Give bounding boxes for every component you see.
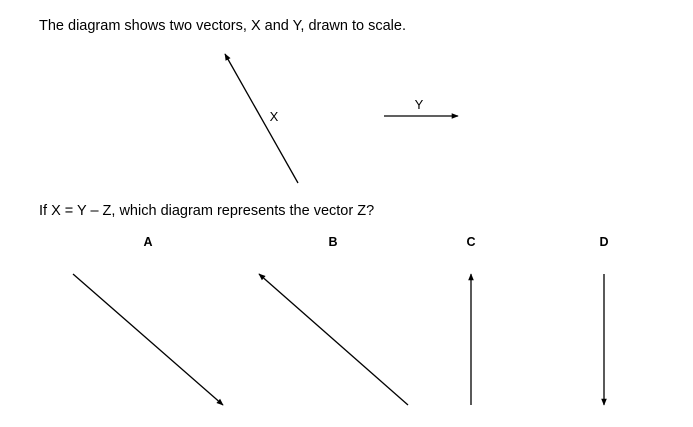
question-prompt: If X = Y – Z, which diagram represents the vector Z? bbox=[39, 203, 375, 219]
option-c-label: C bbox=[466, 235, 476, 249]
vector-x-arrow bbox=[225, 54, 298, 183]
option-d-label: D bbox=[599, 235, 609, 249]
option-b-arrow bbox=[259, 274, 408, 405]
option-b-label: B bbox=[328, 235, 338, 249]
option-a-label: A bbox=[143, 235, 153, 249]
vector-x-label: X bbox=[269, 109, 279, 124]
vector-y-label: Y bbox=[414, 97, 424, 112]
question-intro: The diagram shows two vectors, X and Y, drawn to scale. bbox=[39, 18, 406, 34]
option-a-arrow bbox=[73, 274, 223, 405]
